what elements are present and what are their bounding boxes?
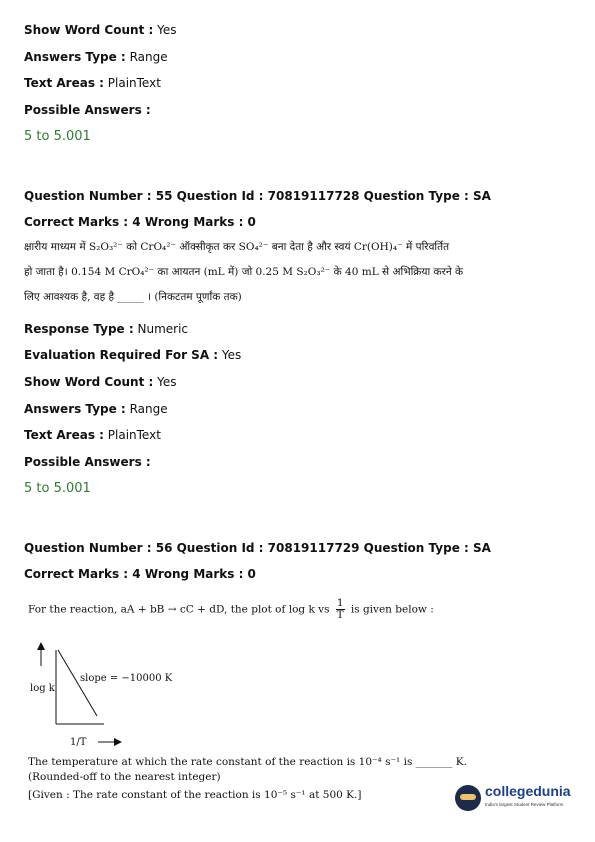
text-areas-value: PlainText xyxy=(107,76,161,90)
y-axis-label: log k xyxy=(30,683,55,694)
show-word-count-row xyxy=(24,22,176,38)
text-areas-label: Text Areas : xyxy=(24,428,104,442)
question-header: Question Number : 56 Question Id : 70819117729 Question Type : SA xyxy=(24,541,491,555)
question-header: Question Number : 55 Question Id : 70819117728 Question Type : SA xyxy=(24,189,491,203)
answers-type-value: Range xyxy=(129,50,168,64)
fraction-one-over-t xyxy=(336,598,345,621)
logo-name: collegedunia xyxy=(485,783,571,799)
show-word-count-row xyxy=(24,374,176,390)
fraction-numerator: 1 xyxy=(336,597,344,609)
possible-answers-row xyxy=(24,454,151,470)
answers-type-value: Range xyxy=(129,402,168,416)
question-text-line: The temperature at which the rate constant of the reaction is 10⁻⁴ s⁻¹ is _______ K. xyxy=(28,756,467,768)
response-type-value: Numeric xyxy=(137,322,189,336)
text-areas-row xyxy=(24,75,161,91)
question-intro-suffix: is given below : xyxy=(350,603,434,616)
show-word-count-value: Yes xyxy=(157,23,177,37)
possible-answers-label: Possible Answers : xyxy=(24,103,151,117)
show-word-count-label: Show Word Count : xyxy=(24,23,154,37)
question-text-line: क्षारीय माध्यम में S₂O₃²⁻ को CrO₄²⁻ ऑक्सीकृत कर SO₄²⁻ बना देता है और स्वयं Cr(OH)₄⁻ में परिवर्तित xyxy=(24,241,450,253)
evaluation-label: Evaluation Required For SA : xyxy=(24,348,219,362)
student-mascot-icon xyxy=(455,785,481,811)
graph-drawing xyxy=(24,636,224,756)
question-marks: Correct Marks : 4 Wrong Marks : 0 xyxy=(24,567,256,581)
question-text-line: हो जाता है। 0.154 M CrO₄²⁻ का आयतन (mL में) जो 0.25 M S₂O₃²⁻ के 40 mL से अभिक्रिया करने के xyxy=(24,266,464,278)
question-text-line: लिए आवश्यक है, वह है _____ । (निकटतम पूर्णांक तक) xyxy=(24,291,242,303)
question-marks: Correct Marks : 4 Wrong Marks : 0 xyxy=(24,215,256,229)
response-type-row xyxy=(24,321,188,337)
evaluation-value: Yes xyxy=(221,348,242,362)
possible-answer-value: 5 to 5.001 xyxy=(24,481,91,496)
slope-label: slope = −10000 K xyxy=(80,673,173,684)
possible-answers-label: Possible Answers : xyxy=(24,455,151,469)
log-k-vs-inverse-t-graph xyxy=(24,636,224,756)
show-word-count-value: Yes xyxy=(157,375,177,389)
answers-type-label: Answers Type : xyxy=(24,50,126,64)
question-intro-prefix: For the reaction, aA + bB → cC + dD, the plot of log k vs xyxy=(28,603,330,616)
fraction-denominator: T xyxy=(336,609,344,621)
x-axis-label: 1/T xyxy=(70,737,87,748)
evaluation-row xyxy=(24,347,241,363)
collegedunia-logo xyxy=(455,783,580,817)
text-areas-row xyxy=(24,427,161,443)
logo-tagline: India's largest Student Review Platform xyxy=(485,802,564,807)
question-text-line: [Given : The rate constant of the reaction is 10⁻⁵ s⁻¹ at 500 K.] xyxy=(28,789,362,801)
question-intro xyxy=(28,598,434,621)
show-word-count-label: Show Word Count : xyxy=(24,375,154,389)
possible-answer-value: 5 to 5.001 xyxy=(24,129,91,144)
answers-type-row xyxy=(24,401,168,417)
possible-answers-row xyxy=(24,102,151,118)
text-areas-value: PlainText xyxy=(107,428,161,442)
answers-type-row xyxy=(24,49,168,65)
answers-type-label: Answers Type : xyxy=(24,402,126,416)
response-type-label: Response Type : xyxy=(24,322,134,336)
text-areas-label: Text Areas : xyxy=(24,76,104,90)
x-axis-arrow-head-icon xyxy=(114,738,122,746)
question-text-line: (Rounded-off to the nearest integer) xyxy=(28,771,221,783)
y-axis-arrow-head-icon xyxy=(37,642,45,650)
